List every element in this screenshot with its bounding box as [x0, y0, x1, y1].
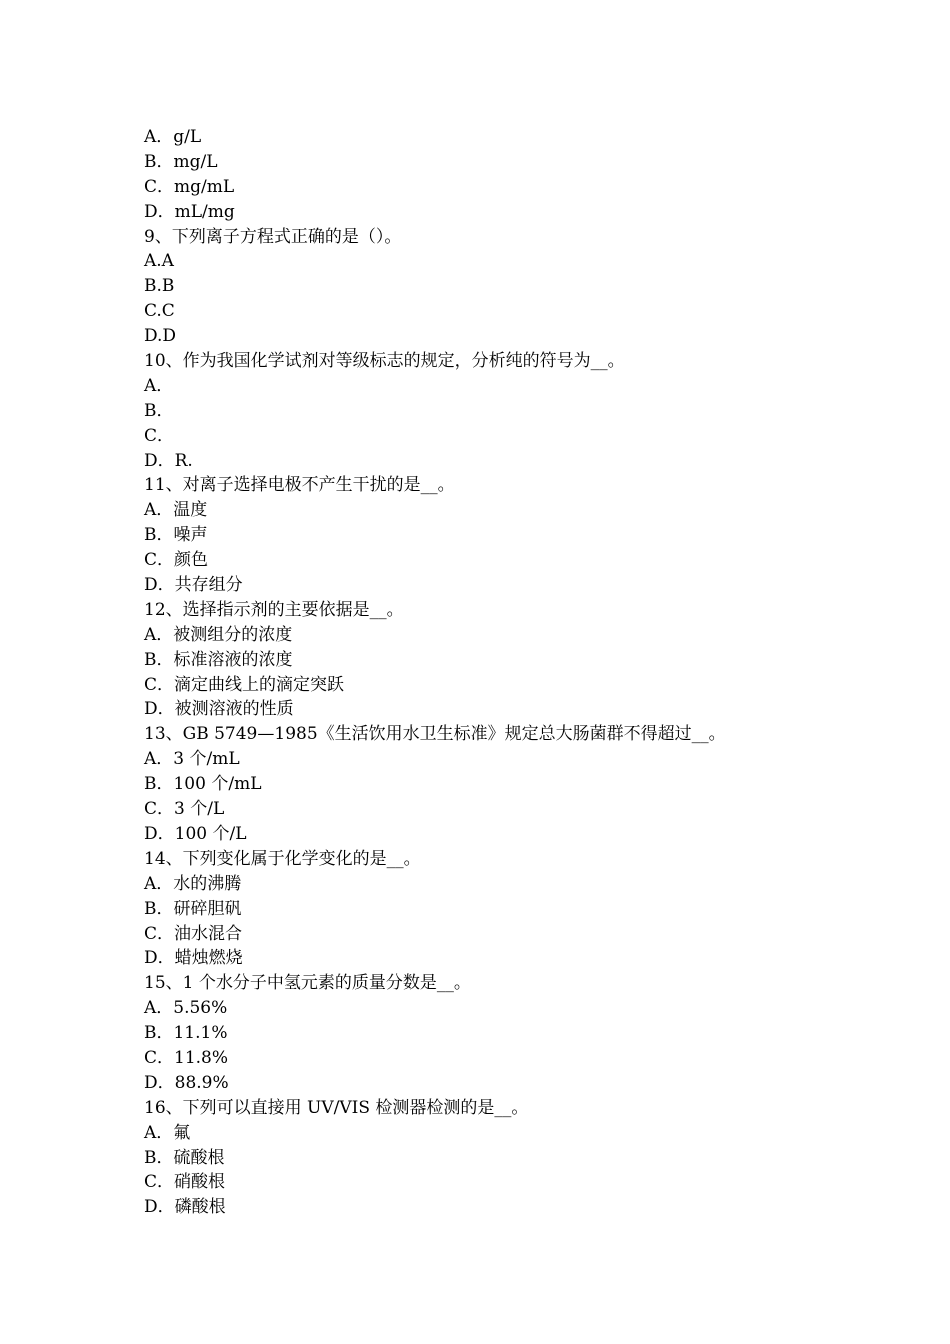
option-line: B．研碎胆矾: [144, 898, 242, 919]
option-line: B．噪声: [144, 525, 208, 546]
document-body: [144, 125, 844, 1220]
option-line: C．: [144, 425, 175, 446]
option-line: C．11.8%: [144, 1047, 229, 1068]
option-line: C．颜色: [144, 550, 209, 571]
option-line: A．g/L: [144, 127, 202, 147]
option-line: A．水的沸腾: [144, 873, 242, 894]
option-line: D．共存组分: [144, 575, 243, 596]
option-line: B．100 个/mL: [144, 774, 262, 795]
option-line: B．硫酸根: [144, 1147, 225, 1168]
option-line: D．磷酸根: [144, 1197, 226, 1218]
option-line: A.A: [144, 251, 174, 272]
option-line: C．油水混合: [144, 923, 243, 944]
question-14: 14、下列变化属于化学变化的是__。: [144, 848, 421, 869]
option-line: B．标准溶液的浓度: [144, 649, 293, 670]
option-line: D．蜡烛燃烧: [144, 948, 243, 969]
question-11: 11、对离子选择电极不产生干扰的是__。: [144, 475, 455, 496]
option-line: C．硝酸根: [144, 1172, 226, 1193]
option-line: C．3 个/L: [144, 799, 225, 820]
option-line: A．氟: [144, 1122, 191, 1143]
option-line: D．R.: [144, 450, 193, 471]
option-line: B．: [144, 400, 174, 421]
question-13: 13、GB 5749—1985《生活饮用水卫生标准》规定总大肠菌群不得超过__。: [144, 724, 726, 745]
option-line: B.B: [144, 276, 175, 297]
question-15: 15、1 个水分子中氢元素的质量分数是__。: [144, 973, 471, 994]
question-10: 10、作为我国化学试剂对等级标志的规定，分析纯的符号为__。: [144, 351, 625, 372]
question-12: 12、选择指示剂的主要依据是__。: [144, 599, 404, 620]
option-line: A．: [144, 375, 174, 396]
question-9: 9、下列离子方程式正确的是（）。: [144, 226, 402, 247]
option-line: A．5.56%: [144, 998, 228, 1019]
option-line: A．3 个/mL: [144, 749, 240, 770]
option-line: B．mg/L: [144, 151, 218, 172]
option-line: C．mg/mL: [144, 176, 235, 197]
option-line: D．88.9%: [144, 1072, 229, 1093]
option-line: D.D: [144, 326, 177, 347]
option-line: C.C: [144, 301, 175, 322]
option-line: D．mL/mg: [144, 201, 235, 222]
option-line: B．11.1%: [144, 1023, 228, 1044]
option-line: A．温度: [144, 500, 208, 521]
option-line: D．100 个/L: [144, 823, 247, 844]
option-line: A．被测组分的浓度: [144, 624, 293, 645]
question-16: 16、下列可以直接用 UV/VIS 检测器检测的是__。: [144, 1097, 529, 1118]
option-line: D．被测溶液的性质: [144, 699, 294, 720]
option-line: C．滴定曲线上的滴定突跃: [144, 674, 345, 695]
